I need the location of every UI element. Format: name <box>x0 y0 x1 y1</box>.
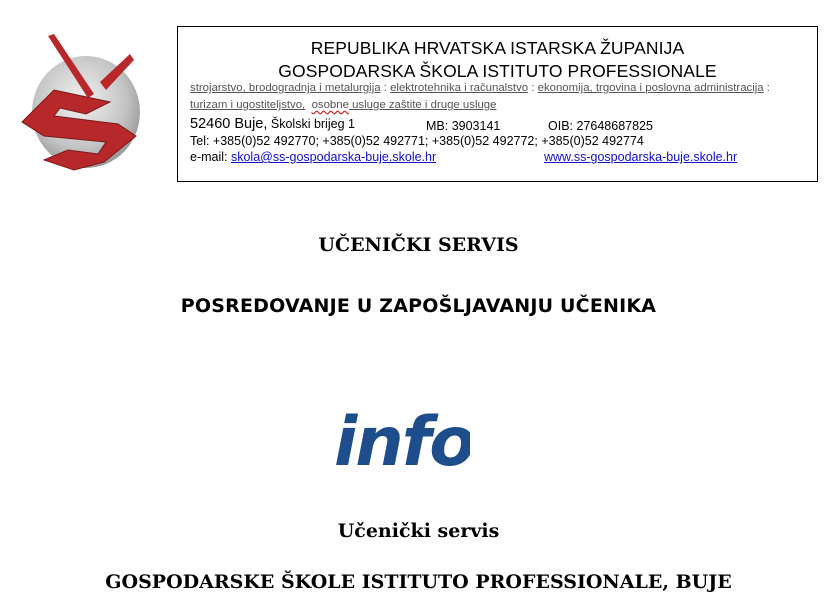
program-economics: ekonomija, trgovina i poslovna administracija <box>537 82 764 94</box>
heading-student-service-title: Učenički servis <box>337 520 500 542</box>
school-mb: MB: 3903141 <box>426 119 501 133</box>
program-separator: : <box>380 82 391 94</box>
website-link[interactable]: www.ss-gospodarska-buje.skole.hr <box>544 150 738 164</box>
program-separator: : <box>528 82 538 94</box>
address-postal: 52460 Buje, <box>190 116 268 132</box>
school-logo-graphic <box>14 32 144 174</box>
school-address <box>190 116 355 132</box>
heading-student-service: UČENIČKI SERVIS <box>318 234 519 256</box>
header-title-line2: GOSPODARSKA ŠKOLA ISTITUTO PROFESSIONALE <box>278 61 717 81</box>
school-header-box <box>177 26 818 182</box>
school-oib: OIB: 27648687825 <box>548 119 653 133</box>
info-logo-text: info <box>334 403 470 473</box>
program-electrical: elektrotehnika i računalstvo <box>390 82 529 94</box>
email-label: e-mail: <box>190 150 231 164</box>
program-mechanical: strojarstvo, brodogradnja i metalurgija <box>190 82 381 94</box>
program-tourism: turizam i ugostiteljstvo, <box>190 99 306 111</box>
heading-school-name: GOSPODARSKE ŠKOLE ISTITUTO PROFESSIONALE, BUJE <box>105 571 732 593</box>
program-personal: osobne <box>311 99 349 111</box>
school-phone: Tel: +385(0)52 492770; +385(0)52 492771; +385(0)52 492772; +385(0)52 492774 <box>190 134 644 148</box>
info-logo <box>330 393 470 473</box>
program-separator: : <box>763 82 770 94</box>
info-logo-graphic <box>330 393 470 473</box>
programs-line1 <box>190 82 770 94</box>
program-services: usluge zaštite i druge usluge <box>348 99 497 111</box>
programs-line2 <box>190 99 496 111</box>
header-title-line1: REPUBLIKA HRVATSKA ISTARSKA ŽUPANIJA <box>310 38 685 58</box>
school-logo <box>14 32 144 174</box>
email-link[interactable]: skola@ss-gospodarska-buje.skole.hr <box>230 150 437 164</box>
school-website-line <box>544 150 737 164</box>
school-email-line <box>190 150 436 164</box>
heading-employment-mediation: POSREDOVANJE U ZAPOŠLJAVANJU UČENIKA <box>180 295 657 317</box>
address-street: Školski brijeg 1 <box>267 117 355 131</box>
